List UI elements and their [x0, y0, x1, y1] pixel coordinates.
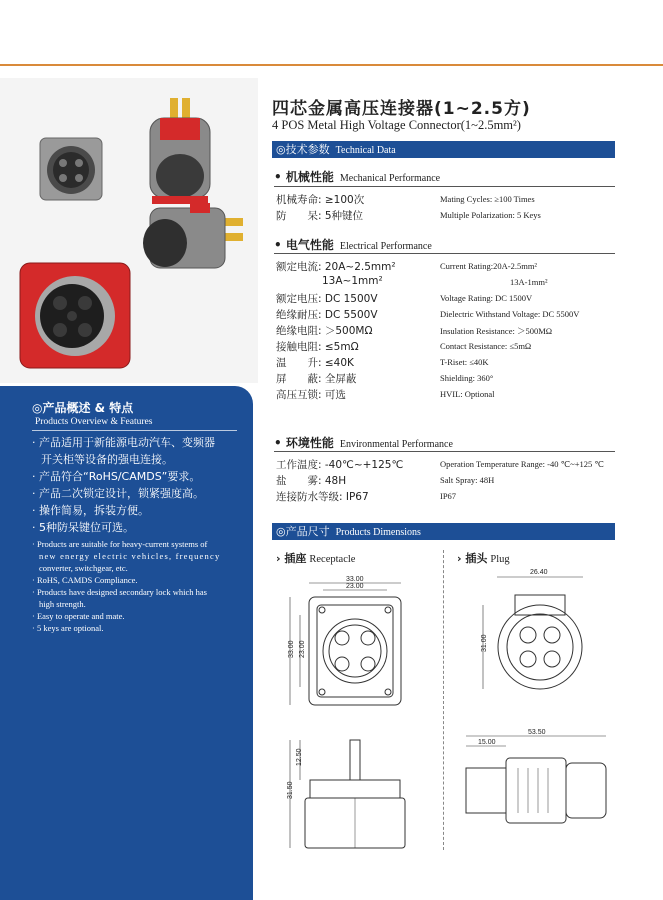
spec-en: T-Riset: ≤40K	[440, 357, 489, 367]
spec-en: 13A-1mm²	[510, 277, 548, 287]
environmental-heading	[274, 434, 453, 451]
spec-en: Multiple Polarization: 5 Keys	[440, 210, 541, 220]
list-item: · 产品适用于新能源电动汽车、变频器	[32, 436, 215, 449]
spec-en: Dielectric Withstand Voltage: DC 5500V	[440, 309, 580, 319]
bullet-icon: •	[274, 170, 282, 184]
overview-panel	[0, 386, 253, 900]
environmental-heading-en: Environmental Performance	[339, 439, 453, 450]
chevron-right-icon: ›	[276, 552, 281, 565]
list-item-text: Products are suitable for heavy-current systems of	[36, 539, 208, 549]
bullet-icon: ◎	[276, 525, 286, 538]
chevron-right-icon: ›	[457, 552, 462, 565]
header-rule	[0, 64, 663, 66]
dim-label: 23.00	[299, 640, 306, 658]
spec-en: Contact Resistance: ≤5mΩ	[440, 341, 532, 351]
list-item: · 5种防呆键位可选。	[32, 521, 134, 534]
divider	[274, 451, 615, 452]
spec-en: IP67	[440, 491, 457, 501]
receptacle-heading-en: Receptacle	[309, 554, 356, 565]
list-item: · Products are suitable for heavy-current systems of	[32, 539, 208, 549]
divider	[32, 430, 237, 431]
technical-bar-cn: 技术参数	[285, 143, 330, 156]
spec-en: Voltage Rating: DC 1500V	[440, 293, 533, 303]
spec-cn: 机械寿命: ≥100次	[276, 194, 365, 206]
bullet-icon: ◎	[32, 401, 43, 415]
list-item-text: Products have designed secondary lock which has	[36, 587, 207, 597]
electrical-heading	[274, 236, 432, 253]
list-item: · Easy to operate and mate.	[32, 611, 125, 621]
dim-label: 53.50	[528, 729, 546, 736]
list-item-text: 产品符合“RoHS/CAMDS”要求。	[39, 470, 201, 483]
environmental-heading-cn: 环境性能	[285, 436, 334, 450]
divider	[274, 253, 615, 254]
mechanical-heading	[274, 168, 440, 185]
spec-en: Shielding: 360°	[440, 373, 494, 383]
dimensions-bar	[272, 523, 615, 540]
list-item: · 5 keys are optional.	[32, 623, 104, 633]
receptacle-photo-2	[20, 263, 130, 368]
mechanical-heading-en: Mechanical Performance	[339, 173, 441, 184]
list-item	[32, 451, 244, 468]
dim-label: 31.50	[287, 781, 294, 799]
list-item-text: 5 keys are optional.	[36, 623, 104, 633]
list-item	[32, 550, 244, 562]
list-item: · 产品符合“RoHS/CAMDS”要求。	[32, 470, 201, 483]
bullet-icon: ◎	[276, 143, 286, 156]
technical-data-bar	[272, 141, 615, 158]
dim-label: 33.00	[288, 640, 295, 658]
plug-heading-en: Plug	[490, 554, 510, 565]
spec-en: Operation Temperature Range: -40 ℃~+125 ℃	[440, 459, 604, 469]
plug-side-drawing	[458, 728, 623, 838]
electrical-heading-en: Electrical Performance	[339, 241, 432, 252]
list-item-text: 产品适用于新能源电动汽车、变频器	[39, 436, 215, 449]
list-item: · Products have designed secondary lock which has	[32, 587, 207, 597]
dimensions-bar-en: Products Dimensions	[335, 527, 421, 538]
spec-cn: 绝缘耐压: DC 5500V	[276, 309, 378, 321]
spec-cn: 高压互锁: 可选	[276, 389, 346, 401]
plug-heading	[457, 550, 510, 566]
overview-cn-list	[32, 434, 244, 536]
list-item-text: 开关柜等设备的强电连接。	[41, 453, 173, 466]
list-item: · 产品二次锁定设计，锁紧强度高。	[32, 487, 204, 500]
spec-en: Current Rating:20A-2.5mm²	[440, 261, 537, 271]
plug-photo-1	[150, 98, 210, 204]
spec-cn: 额定电压: DC 1500V	[276, 293, 378, 305]
list-item: · RoHS, CAMDS Compliance.	[32, 575, 138, 585]
spec-en: Salt Spray: 48H	[440, 475, 495, 485]
list-item-text: 操作简易，拆装方便。	[39, 504, 149, 517]
divider	[274, 186, 615, 187]
page-title-cn: 四芯金属高压连接器(1~2.5方)	[272, 99, 531, 119]
plug-heading-cn: 插头	[465, 552, 488, 565]
spec-cn: 绝缘电阻: ＞500MΩ	[276, 325, 373, 337]
receptacle-side-drawing	[280, 735, 430, 865]
spec-cn: 13A~1mm²	[322, 275, 383, 287]
spec-cn: 防 呆: 5种键位	[276, 210, 364, 222]
spec-cn: 温 升: ≤40K	[276, 357, 354, 369]
overview-heading-cn	[32, 399, 133, 416]
list-item-text: RoHS, CAMDS Compliance.	[36, 575, 138, 585]
dimensions-bar-cn: 产品尺寸	[285, 525, 330, 538]
list-item-text: Easy to operate and mate.	[36, 611, 125, 621]
dim-label: 23.00	[346, 583, 364, 590]
list-item	[32, 562, 244, 574]
spec-cn: 额定电流: 20A~2.5mm²	[276, 261, 396, 273]
dim-label: 26.40	[530, 569, 548, 576]
technical-bar-en: Technical Data	[335, 145, 396, 156]
overview-heading-en: Products Overview & Features	[35, 417, 153, 427]
spec-en: Insulation Resistance: ＞500MΩ	[440, 326, 553, 336]
overview-heading-text: 产品概述 & 特点	[42, 401, 134, 415]
overview-en-list	[32, 538, 244, 634]
mechanical-heading-cn: 机械性能	[285, 170, 334, 184]
connector-illustrations	[0, 78, 258, 383]
list-item-text: 5种防呆键位可选。	[39, 521, 134, 534]
divider	[443, 550, 444, 850]
receptacle-heading	[276, 550, 355, 566]
plug-photo-2	[143, 203, 243, 268]
list-item: · 操作简易，拆装方便。	[32, 504, 149, 517]
dim-label: 31.00	[481, 634, 488, 652]
spec-en: HVIL: Optional	[440, 389, 495, 399]
list-item-text: converter, switchgear, etc.	[39, 563, 128, 573]
bullet-icon: •	[274, 436, 282, 450]
spec-cn: 接触电阻: ≤5mΩ	[276, 341, 359, 353]
dim-label: 12.50	[296, 748, 303, 766]
spec-cn: 工作温度: -40℃~+125℃	[276, 459, 404, 471]
receptacle-heading-cn: 插座	[284, 552, 307, 565]
spec-cn: 盐 雾: 48H	[276, 475, 347, 487]
receptacle-front-drawing	[280, 575, 430, 715]
list-item-text: high strength.	[39, 599, 86, 609]
dim-label: 33.00	[346, 576, 364, 583]
dim-label: 15.00	[478, 739, 496, 746]
list-item-text: new energy electric vehicles, frequency	[39, 551, 221, 561]
list-item	[32, 598, 244, 610]
list-item-text: 产品二次锁定设计，锁紧强度高。	[39, 487, 204, 500]
receptacle-photo-1	[40, 138, 102, 200]
plug-front-drawing	[475, 565, 615, 715]
spec-cn: 连接防水等级: IP67	[276, 491, 369, 503]
spec-en: Mating Cycles: ≥100 Times	[440, 194, 535, 204]
spec-cn: 屏 蔽: 全屏蔽	[276, 373, 357, 385]
bullet-icon: •	[274, 238, 282, 252]
page-title-en: 4 POS Metal High Voltage Connector(1~2.5mm²)	[272, 118, 521, 132]
electrical-heading-cn: 电气性能	[285, 238, 334, 252]
product-photos	[0, 78, 258, 383]
